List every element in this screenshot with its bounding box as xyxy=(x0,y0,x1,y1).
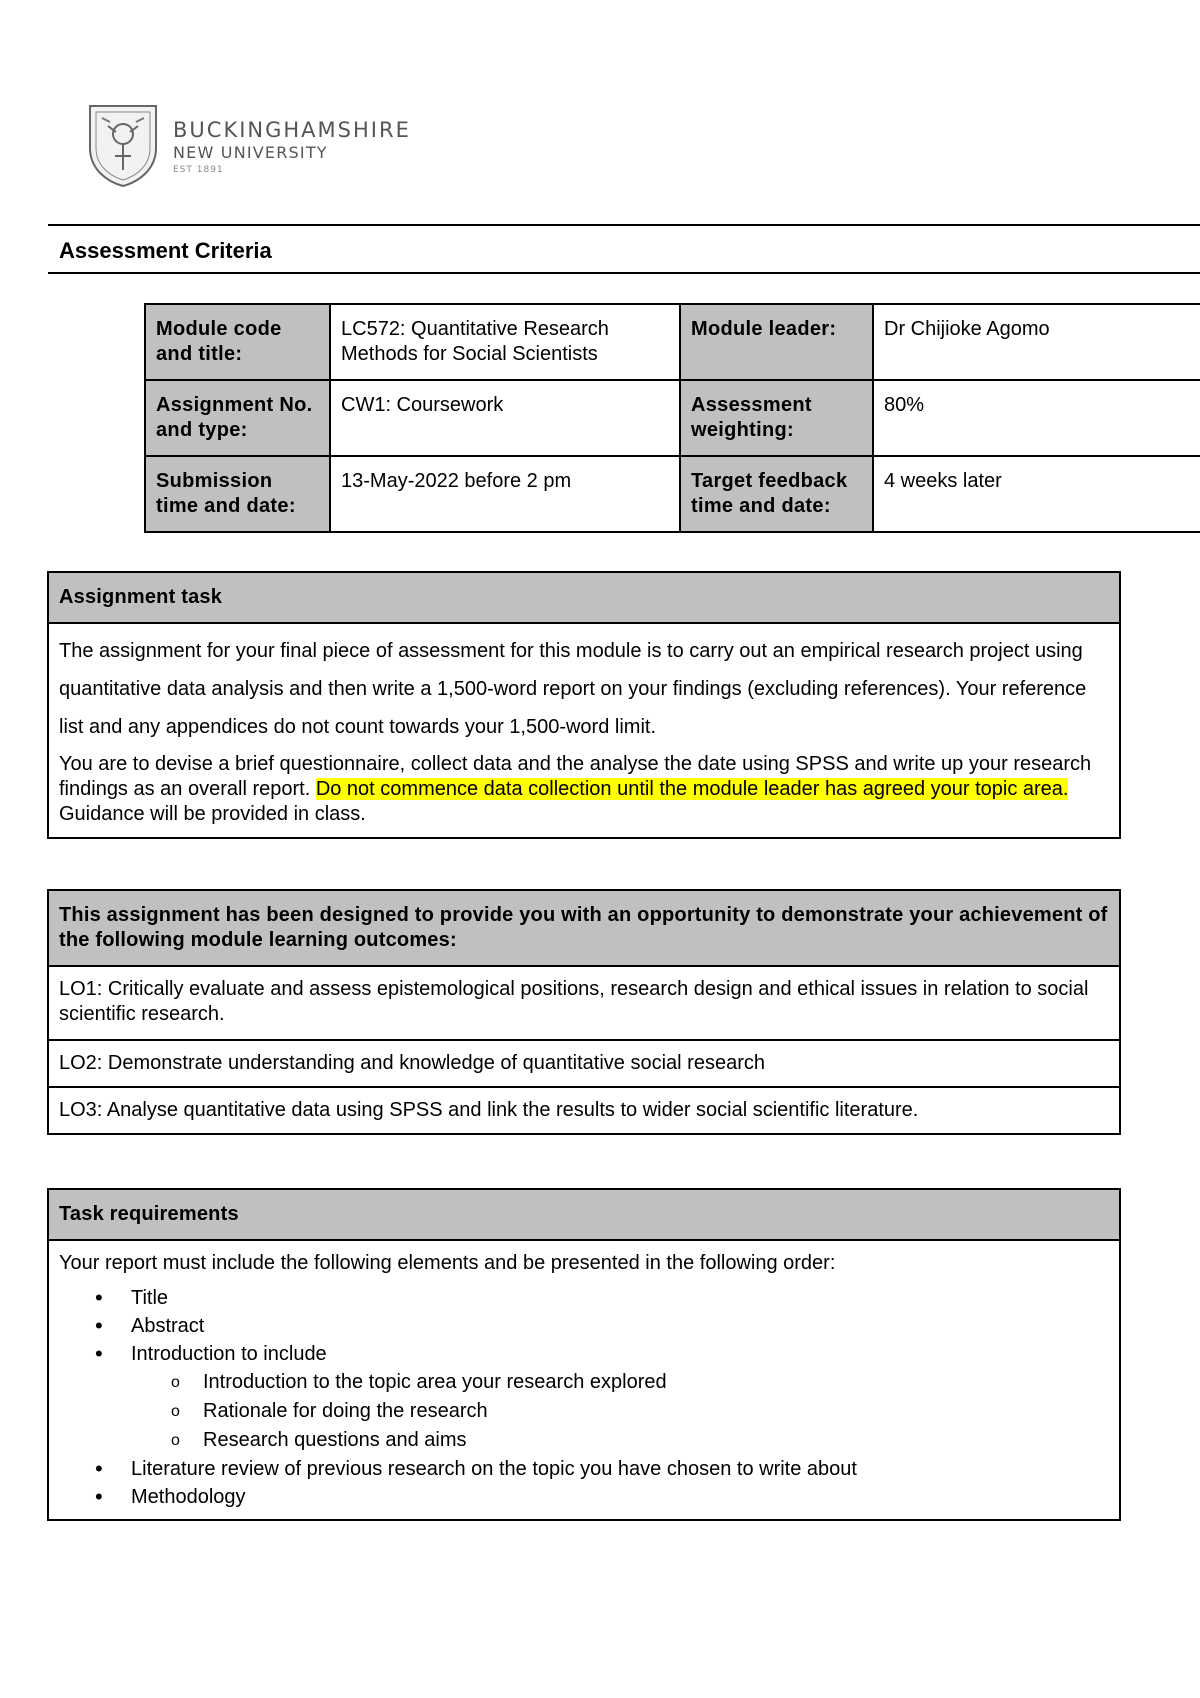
logo-line-1: BUCKINGHAMSHIRE xyxy=(173,118,411,142)
leader-value: Dr Chijioke Agomo xyxy=(873,304,1200,380)
task-requirements-box xyxy=(47,1188,1121,1521)
requirements-intro: Your report must include the following elements and be presented in the following order: xyxy=(59,1252,836,1274)
paragraph-2-tail: Guidance will be provided in class. xyxy=(59,803,366,825)
assignment-value: CW1: Coursework xyxy=(330,380,680,456)
module-label: Module code and title: xyxy=(145,304,330,380)
leader-label: Module leader: xyxy=(680,304,873,380)
table-row xyxy=(145,380,1200,456)
page-title: Assessment Criteria xyxy=(59,238,272,263)
logo-line-2: NEW UNIVERSITY xyxy=(173,143,328,162)
learning-outcome-2: LO2: Demonstrate understanding and knowledge of quantitative social research xyxy=(49,1039,1119,1086)
list-item: • Literature review of previous research on the topic you have chosen to write about xyxy=(131,1455,1109,1483)
list-item: • Title xyxy=(131,1284,1109,1312)
list-item: • Abstract xyxy=(131,1312,1109,1340)
introduction-sub-list xyxy=(131,1368,1109,1455)
table-row xyxy=(145,304,1200,380)
sub-list-item: o Introduction to the topic area your research explored xyxy=(203,1368,1109,1397)
list-item xyxy=(131,1340,1109,1455)
list-item: • Methodology xyxy=(131,1483,1109,1511)
university-logo xyxy=(88,104,418,192)
assignment-label: Assignment No. and type: xyxy=(145,380,330,456)
feedback-value: 4 weeks later xyxy=(873,456,1200,532)
learning-outcomes-title: This assignment has been designed to provide you with an opportunity to demonstrate your achievement of the following module learning outcomes: xyxy=(49,891,1119,967)
submission-label: Submission time and date: xyxy=(145,456,330,532)
module-value: LC572: Quantitative Research Methods for Social Scientists xyxy=(330,304,680,380)
learning-outcome-3: LO3: Analyse quantitative data using SPSS and link the results to wider social scientific literature. xyxy=(49,1086,1119,1133)
assignment-task-title: Assignment task xyxy=(49,573,1119,624)
table-row xyxy=(145,456,1200,532)
assignment-task-box xyxy=(47,571,1121,839)
highlighted-warning: Do not commence data collection until the module leader has agreed your topic area. xyxy=(315,778,1069,800)
learning-outcome-1: LO1: Critically evaluate and assess epistemological positions, research design and ethical issues in relation to social scientific research. xyxy=(59,978,1089,1025)
heading-bar xyxy=(48,224,1200,274)
logo-line-3: EST 1891 xyxy=(173,165,224,175)
weighting-value: 80% xyxy=(873,380,1200,456)
submission-value: 13-May-2022 before 2 pm xyxy=(330,456,680,532)
assignment-task-paragraph-1: The assignment for your final piece of assessment for this module is to carry out an empirical research project using quantitative data analysis and then write a 1,500-word report on your findings (excluding references). Your reference list and any appendices do not count towards your 1,500-word limit. xyxy=(59,640,1087,738)
list-item-label: Introduction to include xyxy=(131,1343,327,1365)
paragraph-2-text: You are to devise a brief questionnaire, collect data and the analyse the date using SPSS and write up your research findings as an overall report. xyxy=(59,753,1092,800)
crest-icon xyxy=(88,104,158,188)
module-info-table xyxy=(144,303,1200,533)
sub-list-item: o Research questions and aims xyxy=(203,1426,1109,1455)
assignment-task-paragraph-2 xyxy=(59,752,1109,827)
learning-outcomes-box xyxy=(47,889,1121,1135)
sub-list-item: o Rationale for doing the research xyxy=(203,1397,1109,1426)
weighting-label: Assessment weighting: xyxy=(680,380,873,456)
requirements-list xyxy=(59,1284,1109,1511)
feedback-label: Target feedback time and date: xyxy=(680,456,873,532)
task-requirements-title: Task requirements xyxy=(49,1190,1119,1241)
